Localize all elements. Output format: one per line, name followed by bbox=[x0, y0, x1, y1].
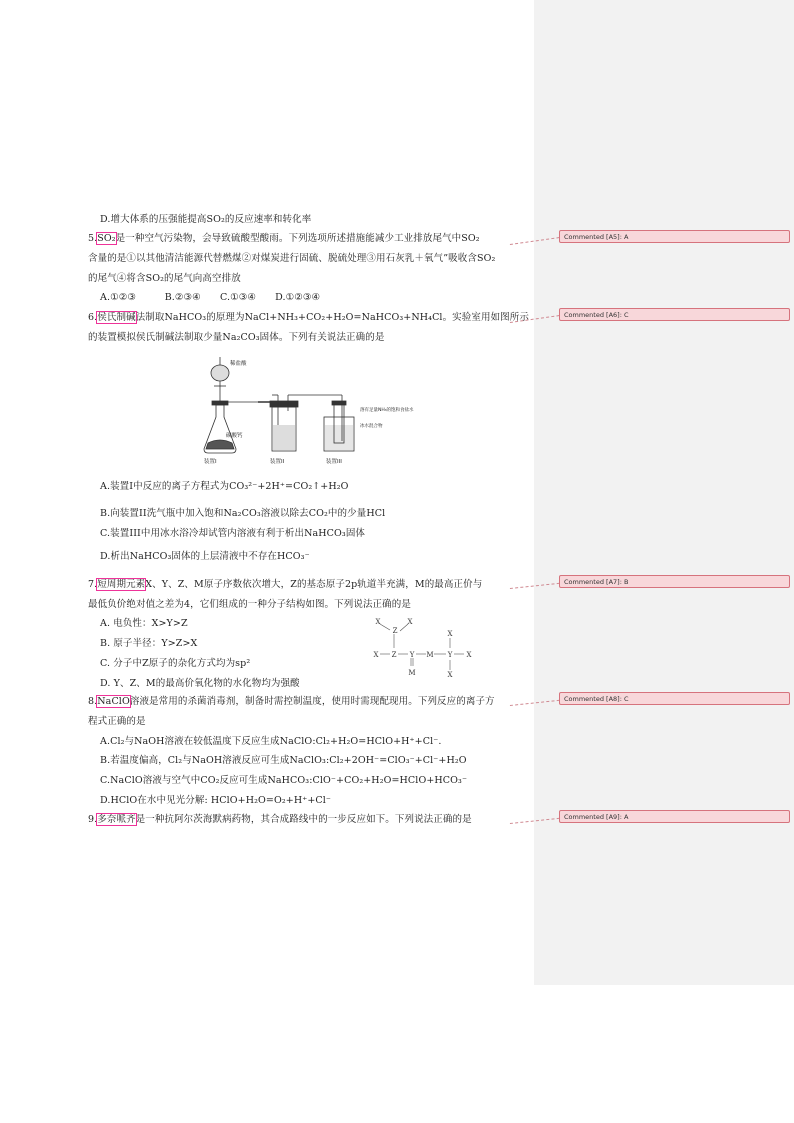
q5-line-1 bbox=[88, 232, 480, 246]
comment-value: C bbox=[623, 695, 629, 703]
atom-x-2: X bbox=[407, 618, 413, 626]
q4-option-d: D.增大体系的压强能提高SO₂的反应速率和转化率 bbox=[100, 214, 312, 225]
q7-number: 7. bbox=[88, 579, 98, 590]
ice-bath bbox=[324, 395, 354, 451]
q8-commented-term[interactable]: NaClO bbox=[97, 696, 130, 707]
comment-label: Commented [A5]: bbox=[564, 233, 622, 241]
q6-option-a: A.装置I中反应的离子方程式为CO₃²⁻+2H⁺=CO₂↑+H₂O bbox=[100, 481, 349, 492]
q6-number: 6. bbox=[88, 312, 98, 323]
atom-m-2: M bbox=[408, 669, 416, 677]
atom-y-2: Y bbox=[447, 651, 453, 659]
q8-line-2: 程式正确的是 bbox=[88, 716, 146, 727]
q5-number: 5. bbox=[88, 233, 98, 244]
q5-options: A.①②③ B.②③④ C.①③④ D.①②③④ bbox=[100, 292, 321, 303]
q6-line-2: 的装置模拟侯氏制碱法制取少量Na₂CO₃固体。下列有关说法正确的是 bbox=[88, 332, 385, 343]
label-device-3: 装置III bbox=[326, 459, 342, 465]
comments-pane bbox=[534, 0, 794, 985]
apparatus-figure bbox=[200, 355, 414, 467]
q7-text: X、Y、Z、M原子序数依次增大，Z的基态原子2p轨道半充满，M的最高正价与 bbox=[145, 579, 483, 590]
q6-option-c: C.装置III中用冰水浴冷却试管内溶液有利于析出NaHCO₃固体 bbox=[100, 528, 366, 539]
q5-line-2: 含量的是①以其他清洁能源代替燃煤②对煤炭进行固硫、脱硫处理③用石灰乳＋氧气”吸收含SO₂ bbox=[88, 253, 496, 264]
label-solution: 溶有足量NH₃的饱和食盐水 bbox=[360, 408, 414, 413]
q5-line-3: 的尾气④将含SO₂的尾气向高空排放 bbox=[88, 273, 241, 284]
q7-option-a: A. 电负性：X>Y>Z bbox=[100, 618, 188, 629]
comment-label: Commented [A6]: bbox=[564, 311, 622, 319]
q5-commented-term[interactable]: SO₂ bbox=[97, 233, 116, 244]
atom-x-6: X bbox=[466, 651, 472, 659]
comment-label: Commented [A7]: bbox=[564, 578, 622, 586]
label-ice: 冰水混合物 bbox=[360, 424, 383, 429]
comment-a9[interactable] bbox=[559, 810, 790, 823]
comment-a8[interactable] bbox=[559, 692, 790, 705]
label-acid: 稀盐酸 bbox=[230, 361, 247, 367]
comment-value: B bbox=[623, 578, 629, 586]
molecule-structure bbox=[370, 618, 480, 680]
atom-x-3: X bbox=[373, 651, 379, 659]
comment-label: Commented [A9]: bbox=[564, 813, 622, 821]
q7-option-d: D. Y、Z、M的最高价氧化物的水化物均为强酸 bbox=[100, 678, 300, 689]
comment-value: C bbox=[623, 311, 629, 319]
atom-x-1: X bbox=[375, 618, 381, 626]
q7-option-b: B. 原子半径：Y>Z>X bbox=[100, 638, 198, 649]
q7-option-c: C. 分子中Z原子的杂化方式均为sp² bbox=[100, 658, 251, 669]
atom-m-1: M bbox=[426, 651, 434, 659]
q7-line-2: 最低负价绝对值之差为4，它们组成的一种分子结构如图。下列说法正确的是 bbox=[88, 599, 411, 610]
q8-option-b: B.若温度偏高，Cl₂与NaOH溶液反应可生成NaClO₃:Cl₂+2OH⁻=ClO₃⁻+Cl⁻+H₂O bbox=[100, 755, 467, 766]
q8-option-a: A.Cl₂与NaOH溶液在较低温度下反应生成NaClO:Cl₂+H₂O=HClO+H⁺+Cl⁻. bbox=[100, 736, 442, 747]
q9-text: 是一种抗阿尔茨海默病药物，其合成路线中的一步反应如下。下列说法正确的是 bbox=[135, 814, 472, 825]
flask bbox=[204, 401, 280, 453]
comment-a7[interactable] bbox=[559, 575, 790, 588]
atom-z-1: Z bbox=[392, 627, 398, 635]
label-device-1: 装置I bbox=[204, 459, 217, 465]
label-caco3: 碳酸钙 bbox=[226, 433, 243, 439]
q5-text: 是一种空气污染物，会导致硫酸型酸雨。下列选项所述措施能减少工业排放尾气中SO₂ bbox=[115, 233, 480, 244]
q8-option-d: D.HClO在水中见光分解: HClO+H₂O=O₂+H⁺+Cl⁻ bbox=[100, 795, 332, 806]
atom-x-4: X bbox=[447, 630, 453, 638]
comment-a5[interactable] bbox=[559, 230, 790, 243]
q9-commented-term[interactable]: 多奈哌齐 bbox=[97, 814, 136, 825]
q9-line-1 bbox=[88, 813, 472, 827]
q8-option-c: C.NaClO溶液与空气中CO₂反应可生成NaHCO₃:ClO⁻+CO₂+H₂O=HClO+HCO₃⁻ bbox=[100, 775, 468, 786]
q6-option-d: D.析出NaHCO₃固体的上层清液中不存在HCO₃⁻ bbox=[100, 551, 310, 562]
q8-line-1 bbox=[88, 695, 495, 709]
atom-y-1: Y bbox=[409, 651, 415, 659]
q8-text: 溶液是常用的杀菌消毒剂，制备时需控制温度，使用时需现配现用。下列反应的离子方 bbox=[129, 696, 495, 707]
q8-number: 8. bbox=[88, 696, 98, 707]
q9-number: 9. bbox=[88, 814, 98, 825]
comment-value: A bbox=[623, 813, 629, 821]
atom-z-2: Z bbox=[391, 651, 397, 659]
q6-line-1 bbox=[88, 311, 529, 325]
comment-label: Commented [A8]: bbox=[564, 695, 622, 703]
q7-line-1 bbox=[88, 578, 482, 592]
comment-value: A bbox=[623, 233, 629, 241]
q7-commented-term[interactable]: 短周期元素 bbox=[97, 579, 146, 590]
q6-commented-term[interactable]: 侯氏制碱 bbox=[97, 312, 136, 323]
label-device-2: 装置II bbox=[270, 459, 285, 465]
comment-a6[interactable] bbox=[559, 308, 790, 321]
q6-option-b: B.向装置II洗气瓶中加入饱和Na₂CO₃溶液以除去CO₂中的少量HCl bbox=[100, 508, 386, 519]
atom-x-5: X bbox=[447, 671, 453, 679]
separatory-funnel bbox=[211, 357, 229, 403]
q6-text: 法制取NaHCO₃的原理为NaCl+NH₃+CO₂+H₂O=NaHCO₃+NH₄Cl。实验室用如图所示 bbox=[135, 312, 529, 323]
